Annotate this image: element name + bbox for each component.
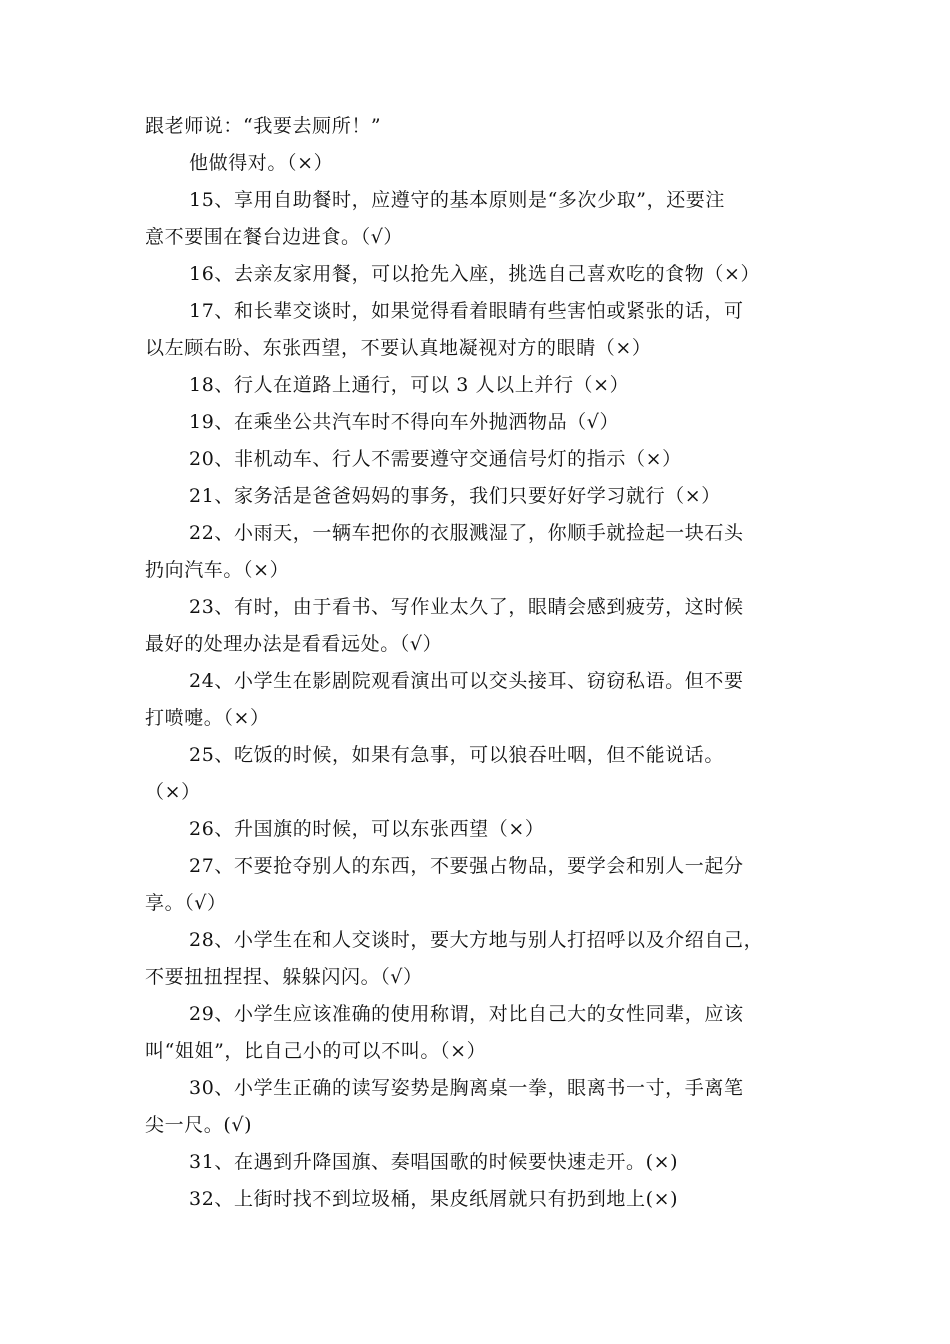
text-line: 16、去亲友家用餐，可以抢先入座，挑选自己喜欢吃的食物（×） [189,263,761,285]
text-line: 跟老师说：“我要去厕所！” [145,115,382,137]
text-line: 18、行人在道路上通行，可以 3 人以上并行（×） [189,374,630,396]
text-line: 尖一尺。(√) [145,1114,253,1136]
text-line: 19、在乘坐公共汽车时不得向车外抛洒物品（√） [189,411,620,433]
text-line: 叫“姐姐”，比自己小的可以不叫。（×） [145,1040,487,1062]
text-line: 31、在遇到升降国旗、奏唱国歌的时候要快速走开。(×) [189,1151,679,1173]
text-line: 24、小学生在影剧院观看演出可以交头接耳、窃窃私语。但不要 [189,670,744,692]
text-line: 32、上街时找不到垃圾桶，果皮纸屑就只有扔到地上(×) [189,1188,679,1210]
text-line: 17、和长辈交谈时，如果觉得看着眼睛有些害怕或紧张的话，可 [189,300,744,322]
text-line: 最好的处理办法是看看远处。（√） [145,633,443,655]
text-line: 享。（√） [145,892,227,914]
text-line: 27、不要抢夺别人的东西，不要强占物品，要学会和别人一起分 [189,855,744,877]
text-line: 29、小学生应该准确的使用称谓，对比自己大的女性同辈，应该 [189,1003,744,1025]
text-line: 打喷嚏。（×） [145,707,270,729]
text-line: 22、小雨天，一辆车把你的衣服溅湿了，你顺手就捡起一块石头 [189,522,744,544]
text-line: 他做得对。（×） [189,152,334,174]
text-line: 30、小学生正确的读写姿势是胸离桌一拳，眼离书一寸，手离笔 [189,1077,744,1099]
text-line: 扔向汽车。（×） [145,559,290,581]
text-line: 21、家务活是爸爸妈妈的事务，我们只要好好学习就行（×） [189,485,721,507]
text-line: 28、小学生在和人交谈时，要大方地与别人打招呼以及介绍自己， [189,929,764,951]
text-line: （×） [145,781,201,803]
text-line: 意不要围在餐台边进食。（√） [145,226,404,248]
text-line: 26、升国旗的时候，可以东张西望（×） [189,818,545,840]
text-line: 25、吃饭的时候，如果有急事，可以狼吞吐咽，但不能说话。 [189,744,724,766]
text-line: 以左顾右盼、东张西望，不要认真地凝视对方的眼睛（×） [145,337,652,359]
text-line: 20、非机动车、行人不需要遵守交通信号灯的指示（×） [189,448,682,470]
document-body [145,108,815,1218]
text-line: 15、享用自助餐时，应遵守的基本原则是“多次少取”，还要注 [189,189,726,211]
text-line: 23、有时，由于看书、写作业太久了，眼睛会感到疲劳，这时候 [189,596,744,618]
text-line: 不要扭扭捏捏、躲躲闪闪。（√） [145,966,423,988]
